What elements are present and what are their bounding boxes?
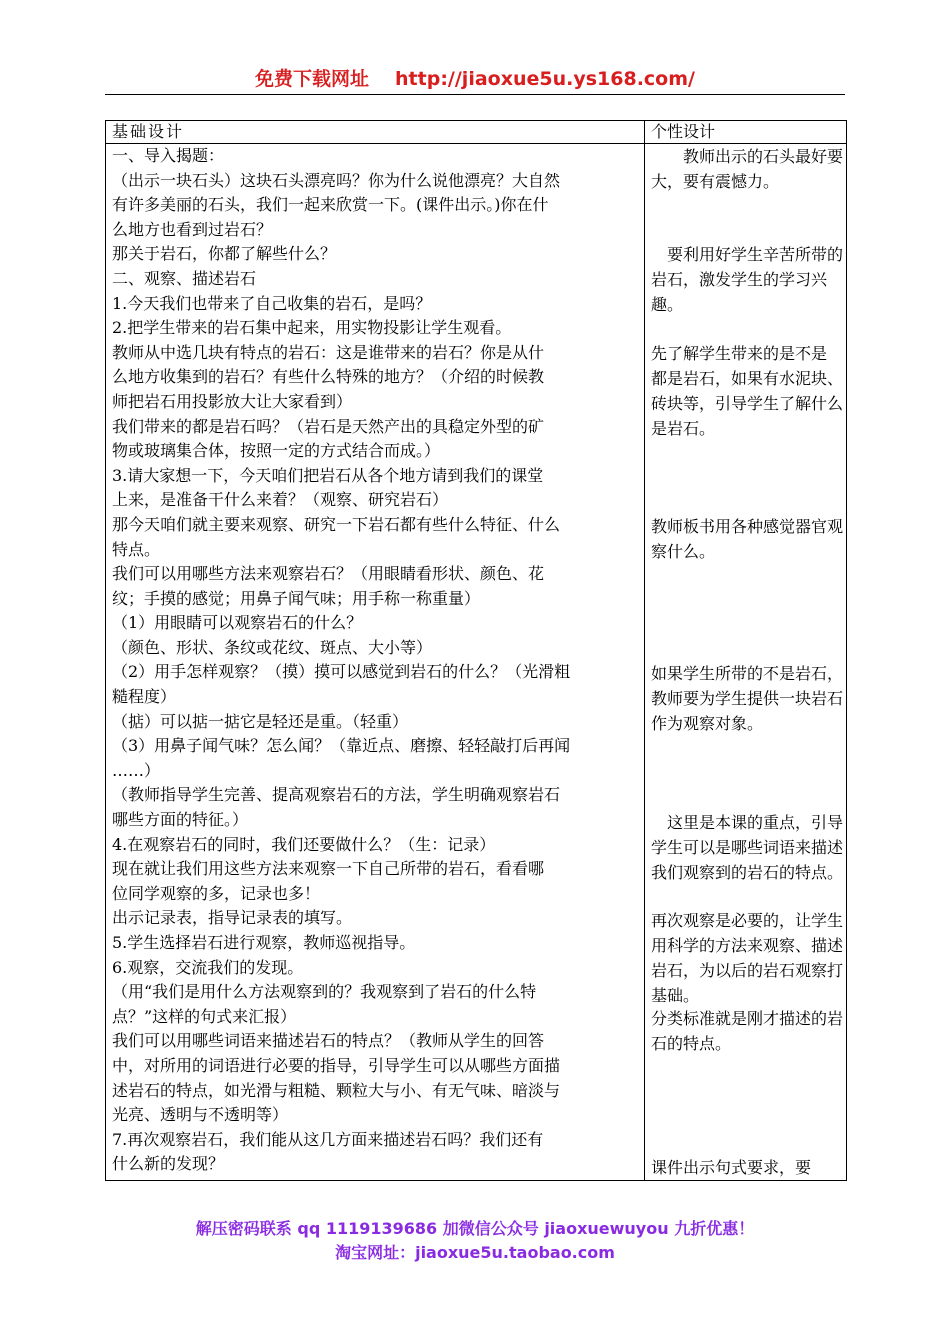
basic-design-line: 7.再次观察岩石，我们能从这几方面来描述岩石吗？我们还有 xyxy=(112,1129,544,1149)
basic-design-line: 1.今天我们也带来了自己收集的岩石，是吗？ xyxy=(112,293,432,313)
header-label: 免费下载网址 xyxy=(255,68,370,90)
basic-design-line: 4.在观察岩石的同时，我们还要做什么？（生：记录） xyxy=(112,834,496,854)
basic-design-line: （颜色、形状、条纹或花纹、斑点、大小等） xyxy=(112,637,433,657)
column-personal-design: 个性设计 xyxy=(645,121,847,144)
note-2: 要利用好学生辛苦所带的岩石，激发学生的学习兴趣。 xyxy=(651,245,844,314)
basic-design-line: （掂）可以掂一掂它是轻还是重。（轻重） xyxy=(112,711,409,731)
basic-design-line: 有许多美丽的石头，我们一起来欣赏一下。(课件出示。)你在什 xyxy=(112,195,549,215)
basic-design-line: （教师指导学生完善、提高观察岩石的方法，学生明确观察岩石 xyxy=(112,785,561,805)
basic-design-line: 那关于岩石，你都了解些什么？ xyxy=(112,244,337,264)
basic-design-line: 我们可以用哪些词语来描述岩石的特点？（教师从学生的回答 xyxy=(112,1031,545,1051)
basic-design-line: 位同学观察的多，记录也多！ xyxy=(112,883,321,903)
note-1: 教师出示的石头最好要大，要有震憾力。 xyxy=(651,147,844,191)
basic-design-line: （出示一块石头）这块石头漂亮吗？你为什么说他漂亮？大自然 xyxy=(112,170,561,190)
basic-design-line: 那今天咱们就主要来观察、研究一下岩石都有些什么特征、什么 xyxy=(112,514,561,534)
basic-design-lines xyxy=(112,144,641,1177)
footer-shop-url[interactable]: 淘宝网址：jiaoxue5u.taobao.com xyxy=(335,1243,615,1262)
basic-design-line: （2）用手怎样观察？（摸）摸可以感觉到岩石的什么？（光滑粗 xyxy=(112,662,571,682)
basic-design-line: 2.把学生带来的岩石集中起来，用实物投影让学生观看。 xyxy=(112,318,512,338)
basic-design-line: 6.观察，交流我们的发现。 xyxy=(112,957,304,977)
lesson-table xyxy=(105,120,847,1181)
basic-design-line: 特点。 xyxy=(112,539,161,559)
basic-design-line: 我们带来的都是岩石吗？（岩石是天然产出的具稳定外型的矿 xyxy=(112,416,545,436)
basic-design-line: 中，对所用的词语进行必要的指导，引导学生可以从哪些方面描 xyxy=(112,1055,561,1075)
basic-design-line: 糙程度） xyxy=(112,687,177,707)
note-5: 如果学生所带的不是岩石，教师要为学生提供一块岩石作为观察对象。 xyxy=(651,664,844,733)
basic-design-line: 二、观察、描述岩石 xyxy=(112,268,257,288)
column-basic-design: 基础设计 xyxy=(106,121,645,144)
basic-design-line: 述岩石的特点，如光滑与粗糙、颗粒大与小、有无气味、暗淡与 xyxy=(112,1080,561,1100)
table-header-row xyxy=(106,121,847,144)
notes-column xyxy=(651,144,843,1180)
basic-design-line: 点？”这样的句式来汇报） xyxy=(112,1006,297,1026)
basic-design-line: 么地方也看到过岩石？ xyxy=(112,219,273,239)
note-8: 分类标准就是刚才描述的岩石的特点。 xyxy=(651,1009,844,1053)
header-url[interactable]: http://jiaoxue5u.ys168.com/ xyxy=(395,68,695,90)
basic-design-cell xyxy=(106,144,645,1181)
basic-design-line: 什么新的发现？ xyxy=(112,1154,225,1174)
basic-design-line: 纹；手摸的感觉；用鼻子闻气味；用手称一称重量） xyxy=(112,588,481,608)
note-9: 课件出示句式要求，要 xyxy=(651,1158,812,1177)
basic-design-line: （3）用鼻子闻气味？怎么闻？（靠近点、磨擦、轻轻敲打后再闻 xyxy=(112,736,571,756)
note-7: 再次观察是必要的，让学生用科学的方法来观察、描述岩石，为以后的岩石观察打基础。 xyxy=(651,911,844,1005)
page-header xyxy=(105,64,845,95)
basic-design-line: 教师从中选几块有特点的岩石：这是谁带来的岩石？你是从什 xyxy=(112,342,545,362)
basic-design-line: 上来，是准备干什么来着？（观察、研究岩石） xyxy=(112,490,449,510)
basic-design-line: 5.学生选择岩石进行观察，教师巡视指导。 xyxy=(112,933,416,952)
basic-design-line: 现在就让我们用这些方法来观察一下自己所带的岩石，看看哪 xyxy=(112,859,545,879)
basic-design-line: 3.请大家想一下，今天咱们把岩石从各个地方请到我们的课堂 xyxy=(112,465,544,485)
basic-design-line: 出示记录表，指导记录表的填写。 xyxy=(112,908,353,928)
basic-design-line: 我们可以用哪些方法来观察岩石？（用眼睛看形状、颜色、花 xyxy=(112,564,545,584)
basic-design-line: ……） xyxy=(112,760,161,780)
basic-design-line: （用“我们是用什么方法观察到的？我观察到了岩石的什么特 xyxy=(112,982,537,1002)
note-4: 教师板书用各种感觉器官观察什么。 xyxy=(651,517,844,561)
personal-design-cell xyxy=(645,144,847,1181)
basic-design-line: 一、导入揭题： xyxy=(112,146,225,165)
basic-design-line: 师把岩石用投影放大让大家看到） xyxy=(112,391,353,411)
note-3: 先了解学生带来的是不是 都是岩石，如果有水泥块、砖块等，引导学生了解什么是岩石。 xyxy=(651,344,844,438)
basic-design-line: 么地方收集到的岩石？有些什么特殊的地方？（介绍的时候教 xyxy=(112,367,545,387)
basic-design-line: 光亮、透明与不透明等） xyxy=(112,1105,289,1125)
footer-contact: 解压密码联系 qq 1119139686 加微信公众号 jiaoxuewuyou 九折优惠！ xyxy=(195,1219,755,1238)
basic-design-line: 物或玻璃集合体，按照一定的方式结合而成。） xyxy=(112,441,441,461)
note-6: 这里是本课的重点，引导学生可以是哪些词语来描述我们观察到的岩石的特点。 xyxy=(651,813,844,882)
basic-design-line: 哪些方面的特征。） xyxy=(112,810,249,830)
basic-design-line: （1）用眼睛可以观察岩石的什么？ xyxy=(112,613,363,633)
table-body-row xyxy=(106,144,847,1181)
